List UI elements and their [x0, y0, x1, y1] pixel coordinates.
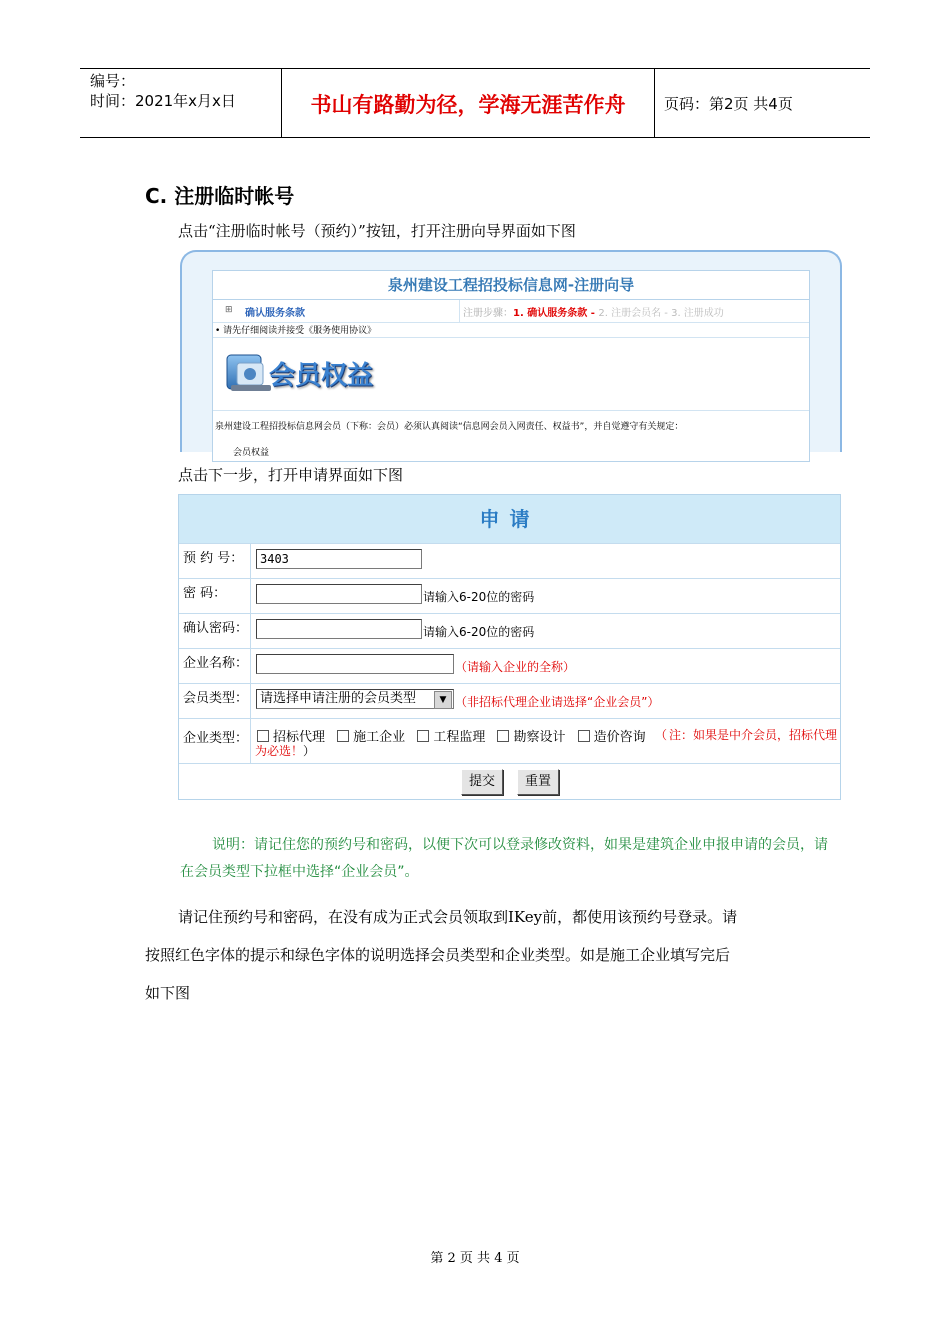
company-name-hint: （请输入企业的全称） — [455, 660, 576, 674]
company-name-label: 企业名称： — [179, 649, 251, 683]
form-row-password — [179, 578, 840, 613]
expand-icon: ⊞ — [225, 305, 233, 315]
application-form — [178, 494, 841, 800]
form-row-company — [179, 648, 840, 683]
body-line-1: 请记住预约号和密码，在没有成为正式会员领取到IKey前，都使用该预约号登录。请 — [178, 908, 738, 926]
chevron-down-icon[interactable]: ▼ — [434, 691, 452, 709]
form-row-buttons — [179, 763, 840, 800]
company-name-input[interactable] — [256, 654, 454, 674]
badge-text: 会员权益 — [269, 361, 374, 391]
password-hint: 请输入6-20位的密码 — [423, 590, 535, 604]
appointment-cell — [253, 544, 840, 578]
between-text: 点击下一步，打开申请界面如下图 — [178, 466, 404, 484]
wizard-divider — [213, 409, 809, 411]
confirm-password-hint: 请输入6-20位的密码 — [423, 625, 535, 639]
wizard-notice-row — [213, 323, 809, 338]
body-line-2: 按照红色字体的提示和绿色字体的说明选择会员类型和企业类型。如是施工企业填写完后 — [145, 946, 731, 964]
step-1: 1. 确认服务条款 — [513, 308, 588, 319]
wizard-screenshot — [180, 250, 842, 458]
option-survey-design[interactable]: 勘察设计 — [497, 730, 565, 745]
green-note-text: 说明：请记住您的预约号和密码，以便下次可以登录修改资料，如果是建筑企业申报申请的会员，请在会员类型下拉框中选择“企业会员”。 — [180, 837, 828, 880]
company-type-note-open: （ — [655, 728, 668, 742]
submit-button[interactable]: 提交 — [461, 769, 503, 795]
member-type-hint: （非招标代理企业请选择“企业会员”） — [455, 695, 660, 709]
doc-time-label: 时间：2021年x月x日 — [90, 92, 236, 110]
header-meta — [90, 71, 236, 111]
member-rights-badge — [221, 345, 399, 401]
page-footer: 第 2 页 共 4 页 — [430, 1251, 520, 1266]
member-type-select-value: 请选择申请注册的会员类型 — [260, 691, 417, 706]
wizard-cut-text: 会员权益 — [233, 448, 270, 458]
doc-number-label: 编号： — [90, 72, 136, 90]
section-title: C. 注册临时帐号 — [145, 184, 295, 208]
wizard-read-notice: • 请先仔细阅读并接受《服务使用协议》 — [215, 326, 377, 336]
step-separator: - — [661, 308, 672, 319]
form-row-member-type — [179, 683, 840, 718]
company-type-cell — [253, 719, 840, 763]
form-row-company-type — [179, 718, 840, 763]
company-type-note-close: ） — [303, 744, 316, 758]
wizard-title: 泉州建设工程招投标信息网-注册向导 — [213, 271, 809, 300]
wizard-confirm-terms-link[interactable]: 确认服务条款 — [245, 308, 305, 319]
wizard-steps — [463, 304, 724, 319]
password-input[interactable] — [256, 584, 422, 604]
option-tendering-agent[interactable]: 招标代理 — [257, 730, 325, 745]
form-row-confirm — [179, 613, 840, 648]
member-type-cell — [253, 684, 840, 718]
reset-button[interactable]: 重置 — [517, 769, 559, 795]
company-name-cell — [253, 649, 840, 683]
company-type-note-text: 注：如果是中介会员，招标代理为必选！ — [255, 728, 838, 758]
header-page-info: 页码：第2页 共4页 — [664, 95, 793, 113]
option-cost-consulting[interactable]: 造价咨询 — [578, 730, 646, 745]
header-divider — [654, 69, 655, 137]
step-2: 2. 注册会员名 — [598, 308, 662, 319]
wizard-panel — [212, 270, 810, 462]
document-header — [80, 68, 870, 138]
option-supervision[interactable]: 工程监理 — [417, 730, 485, 745]
company-type-label: 企业类型： — [179, 719, 251, 763]
password-cell — [253, 579, 840, 613]
password-label: 密 码： — [179, 579, 251, 613]
appointment-input[interactable]: 3403 — [256, 549, 422, 569]
steps-divider — [459, 300, 460, 322]
member-type-select[interactable] — [256, 689, 454, 709]
step-3: 3. 注册成功 — [671, 308, 724, 319]
confirm-password-label: 确认密码： — [179, 614, 251, 648]
header-motto: 书山有路勤为径，学海无涯苦作舟 — [310, 93, 626, 117]
green-note — [180, 832, 840, 886]
member-type-label: 会员类型： — [179, 684, 251, 718]
steps-label: 注册步骤： — [463, 308, 513, 319]
wizard-agreement-text: 泉州建设工程招投标信息网会员（下称：会员）必须认真阅读“信息网会员入网责任、权益书”，并自觉遵守有关规定： — [215, 422, 684, 432]
body-line-3: 如下图 — [145, 984, 191, 1002]
step-separator: - — [587, 308, 599, 319]
confirm-password-cell — [253, 614, 840, 648]
wizard-steps-row — [213, 300, 809, 323]
company-type-note — [255, 727, 839, 759]
form-row-appointment — [179, 543, 840, 578]
section-intro: 点击“注册临时帐号（预约）”按钮，打开注册向导界面如下图 — [178, 222, 576, 240]
confirm-password-input[interactable] — [256, 619, 422, 639]
option-construction[interactable]: 施工企业 — [337, 730, 405, 745]
appointment-label: 预 约 号： — [179, 544, 251, 578]
form-title: 申请 — [179, 495, 840, 543]
